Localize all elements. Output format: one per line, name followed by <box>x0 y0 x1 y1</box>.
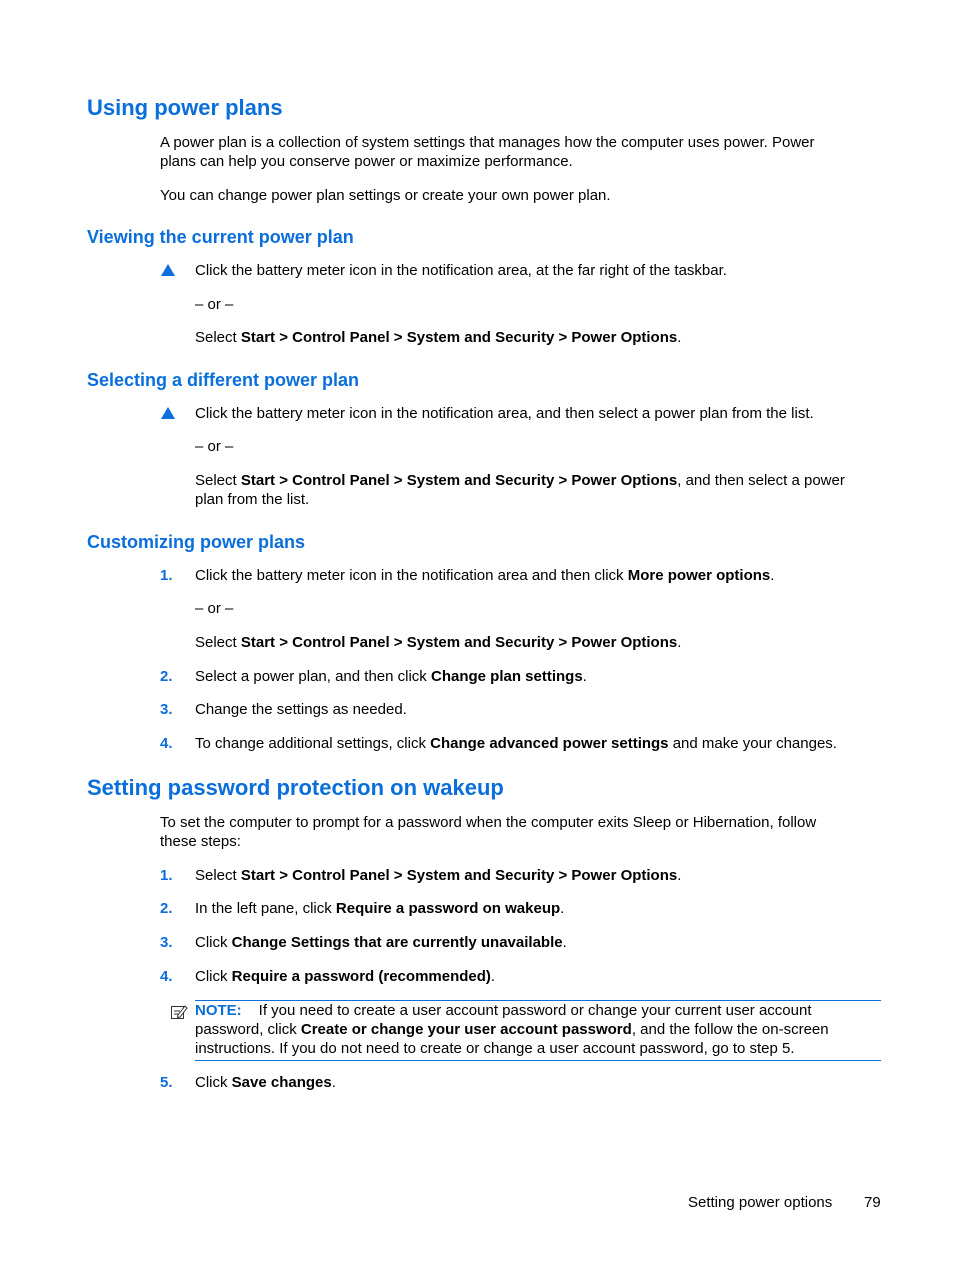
text-span: Click the battery meter icon in the notification area and then click <box>195 567 628 584</box>
text-span: If you need to create a user account password or change your current user account <box>258 1002 812 1019</box>
step-text <box>195 328 681 347</box>
step-text <box>195 471 845 490</box>
ui-label: Change plan settings <box>430 668 583 685</box>
ui-label: Create or change your user account password <box>300 1021 632 1038</box>
step-text <box>195 566 774 585</box>
text-span: To change additional settings, click <box>195 735 431 752</box>
text-span: , and then select a power <box>677 472 845 489</box>
step-text: Click the battery meter icon in the notification area, at the far right of the taskbar. <box>195 262 727 279</box>
note-line <box>195 1001 812 1020</box>
heading-customizing-power-plans: Customizing power plans <box>87 532 306 552</box>
paragraph-line: these steps: <box>160 833 241 850</box>
step-text <box>195 734 837 753</box>
menu-path: Start > Control Panel > System and Security > Power Options <box>240 867 678 884</box>
step-text <box>195 933 567 952</box>
text-span: , and the follow the on-screen <box>631 1021 829 1038</box>
or-separator: – or – <box>195 600 234 617</box>
step-text <box>195 633 681 652</box>
ui-label: Require a password (recommended) <box>231 968 491 985</box>
step-number: 4. <box>160 735 173 752</box>
text-span: Select <box>195 329 241 346</box>
text-span: . <box>490 968 496 985</box>
text-span: and make your changes. <box>668 735 837 752</box>
step-text <box>195 1073 336 1092</box>
text-span: Select a power plan, and then click <box>195 668 431 685</box>
step-number: 1. <box>160 867 173 884</box>
paragraph-line: plans can help you conserve power or maximize performance. <box>160 153 573 170</box>
step-text: Click the battery meter icon in the notification area, and then select a power plan from the list. <box>195 405 814 422</box>
heading-password-protection: Setting password protection on wakeup <box>87 775 504 800</box>
ui-label: Change Settings that are currently unavailable <box>231 934 563 951</box>
text-span: In the left pane, click <box>195 900 336 917</box>
ui-label: Change advanced power settings <box>430 735 669 752</box>
step-number: 5. <box>160 1074 173 1091</box>
note-label: NOTE: <box>195 1002 242 1019</box>
text-span: . <box>677 867 682 884</box>
step-number: 3. <box>160 934 173 951</box>
step-text <box>195 667 587 686</box>
text-span: Select <box>195 472 241 489</box>
text-span: . <box>677 329 682 346</box>
step-text: Change the settings as needed. <box>195 701 407 718</box>
text-span: Click <box>195 934 232 951</box>
paragraph-line: To set the computer to prompt for a password when the computer exits Sleep or Hibernation, follow <box>160 814 817 831</box>
ui-label: More power options <box>627 567 771 584</box>
note-pencil-icon <box>170 1003 188 1021</box>
step-text: plan from the list. <box>195 491 310 508</box>
text-span: Click <box>195 968 232 985</box>
step-text <box>195 967 495 986</box>
paragraph-line: A power plan is a collection of system settings that manages how the computer uses power. Power <box>160 134 815 151</box>
note-line <box>195 1020 829 1039</box>
text-span: . <box>331 1074 336 1091</box>
ui-label: Save changes <box>231 1074 332 1091</box>
heading-selecting-different-plan: Selecting a different power plan <box>87 370 360 390</box>
footer-section-title: Setting power options <box>688 1194 833 1211</box>
page-number: 79 <box>864 1194 881 1211</box>
step-text <box>195 899 564 918</box>
text-span: . <box>770 567 775 584</box>
ui-label: Require a password on wakeup <box>335 900 561 917</box>
text-span: . <box>560 900 565 917</box>
text-span: Select <box>195 634 241 651</box>
menu-path: Start > Control Panel > System and Security > Power Options <box>240 329 678 346</box>
text-span: . <box>677 634 682 651</box>
or-separator: – or – <box>195 296 234 313</box>
heading-using-power-plans: Using power plans <box>87 95 283 120</box>
text-span: . <box>562 934 567 951</box>
or-separator: – or – <box>195 438 234 455</box>
text-span: Click <box>195 1074 232 1091</box>
text-span: . <box>582 668 587 685</box>
step-number: 2. <box>160 900 173 917</box>
menu-path: Start > Control Panel > System and Security > Power Options <box>240 472 678 489</box>
paragraph: You can change power plan settings or create your own power plan. <box>160 187 611 204</box>
text-span: password, click <box>195 1021 301 1038</box>
step-text <box>195 866 681 885</box>
triangle-bullet-icon <box>161 264 175 276</box>
heading-viewing-current-plan: Viewing the current power plan <box>87 227 354 247</box>
note-line: instructions. If you do not need to create or change a user account password, go to step 5. <box>195 1040 795 1057</box>
step-number: 3. <box>160 701 173 718</box>
triangle-bullet-icon <box>161 407 175 419</box>
text-span: Select <box>195 867 241 884</box>
step-number: 2. <box>160 668 173 685</box>
step-number: 4. <box>160 968 173 985</box>
step-number: 1. <box>160 567 173 584</box>
menu-path: Start > Control Panel > System and Security > Power Options <box>240 634 678 651</box>
